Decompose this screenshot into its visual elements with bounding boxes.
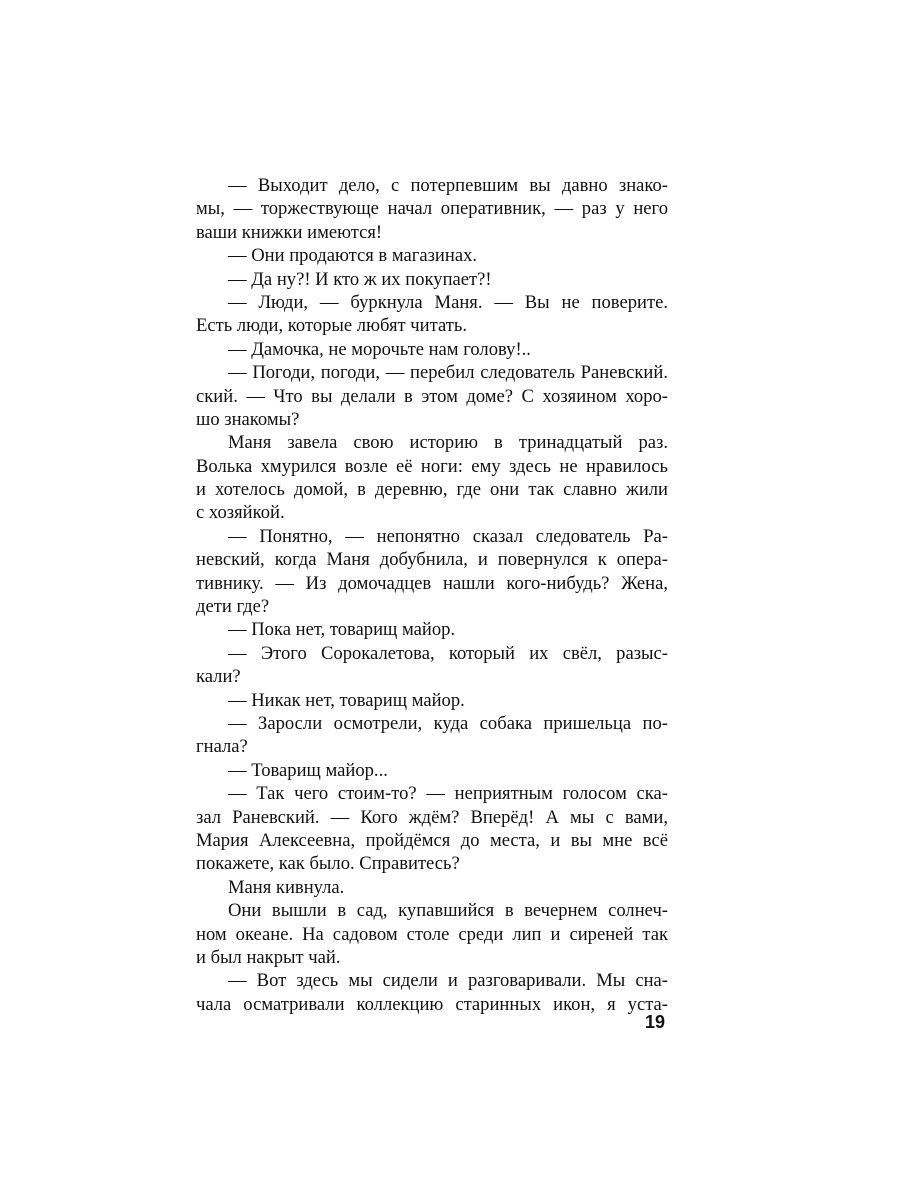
- text-line: ваши книжки имеются!: [196, 221, 383, 243]
- text-line: Есть люди, которые любят читать.: [196, 315, 467, 337]
- text-line: — Этого Сорокалетова, который их свёл, разыс-: [228, 642, 668, 664]
- text-line: невский, когда Маня добубнила, и повернулся к опера-: [196, 549, 668, 571]
- text-line: гнала?: [196, 736, 248, 758]
- text-line: — Погоди, погоди, — перебил следователь Раневский.: [228, 362, 668, 384]
- text-line: чала осматривали коллекцию старинных икон, я уста-: [196, 993, 668, 1015]
- text-line: Маня завела свою историю в тринадцатый раз.: [228, 432, 668, 454]
- text-line: — Заросли осмотрели, куда собака пришельца по-: [228, 712, 668, 734]
- text-line: и был накрыт чай.: [196, 946, 341, 968]
- text-line: шо знакомы?: [196, 408, 300, 430]
- text-line: мы, — торжествующе начал оперативник, — раз у него: [196, 198, 668, 220]
- page-number: 19: [644, 1012, 665, 1032]
- text-line: покажете, как было. Справитесь?: [196, 853, 460, 875]
- text-line: ном океане. На садовом столе среди лип и сиреней так: [196, 923, 668, 945]
- text-line: и хотелось домой, в деревню, где они так славно жили: [196, 479, 668, 501]
- text-line: Мария Алексеевна, пройдёмся до места, и вы мне всё: [196, 829, 668, 851]
- text-line: — Так чего стоим-то? — неприятным голосом ска-: [228, 783, 668, 805]
- body-text: [196, 174, 668, 1016]
- text-line: — Да ну?! И кто ж их покупает?!: [228, 268, 492, 290]
- text-line: зал Раневский. — Кого ждём? Вперёд! А мы с вами,: [196, 806, 668, 828]
- text-line: тивнику. — Из домочадцев нашли кого-нибудь? Жена,: [196, 572, 668, 594]
- text-line: ский. — Что вы делали в этом доме? С хозяином хоро-: [196, 385, 668, 407]
- text-line: — Дамочка, не морочьте нам голову!..: [228, 338, 531, 360]
- text-line: с хозяйкой.: [196, 502, 285, 524]
- text-line: Маня кивнула.: [228, 876, 345, 898]
- text-line: — Они продаются в магазинах.: [228, 245, 478, 267]
- text-line: Волька хмурился возле её ноги: ему здесь не нравилось: [196, 455, 668, 477]
- text-line: — Товарищ майор...: [228, 759, 388, 781]
- text-line: — Пока нет, товарищ майор.: [228, 619, 456, 641]
- text-line: — Люди, — буркнула Маня. — Вы не поверите.: [228, 291, 668, 313]
- text-line: — Никак нет, товарищ майор.: [228, 689, 465, 711]
- text-line: — Вот здесь мы сидели и разговаривали. Мы сна-: [228, 970, 668, 992]
- text-line: — Выходит дело, с потерпевшим вы давно знако-: [228, 175, 668, 196]
- text-line: — Понятно, — непонятно сказал следователь Ра-: [228, 525, 668, 547]
- text-line: дети где?: [196, 596, 270, 618]
- text-line: кали?: [196, 666, 241, 688]
- text-line: Они вышли в сад, купавшийся в вечернем солнеч-: [228, 900, 668, 922]
